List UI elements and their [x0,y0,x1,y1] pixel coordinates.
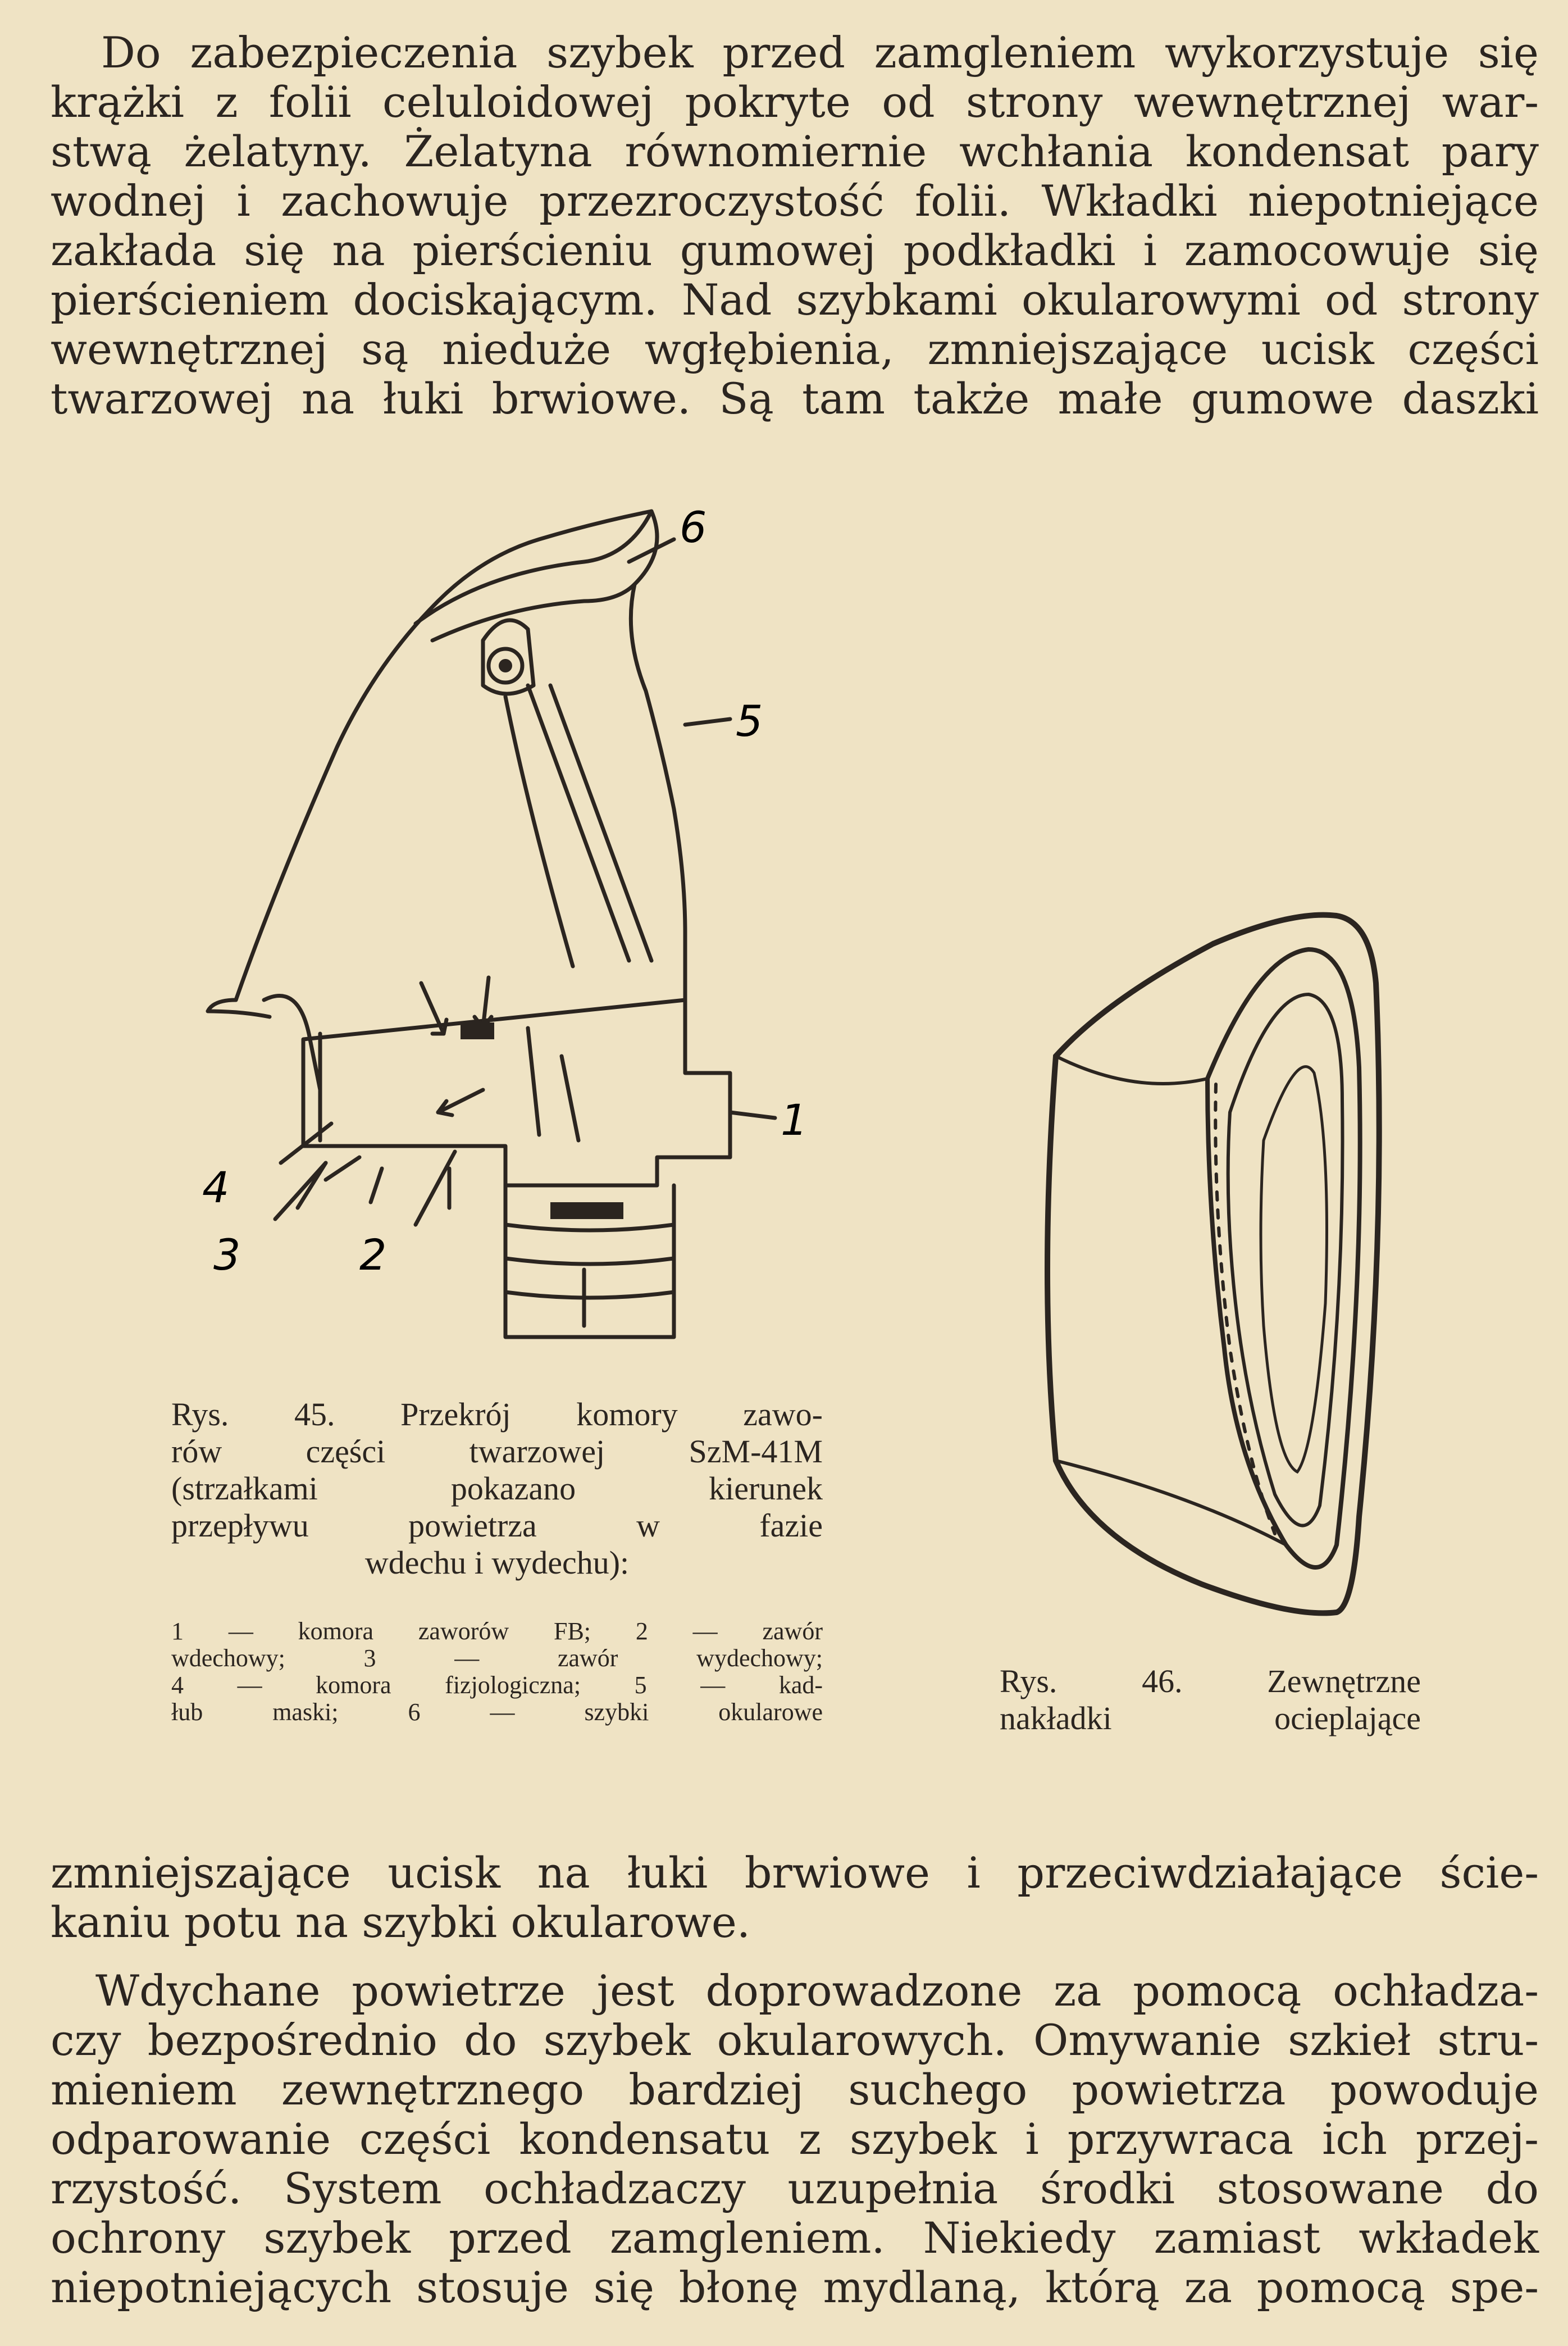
text-line: twarzowej na łuki brwiowe. Są tam także małe gumowe daszki [51,374,1539,424]
text-line: Wdychane powietrze jest doprowadzone za pomocą ochładza- [95,1966,1539,2016]
figure-45-caption [171,1396,823,1581]
paragraph-mid [51,1848,1539,1947]
text-line: niepotniejących stosuje się błonę mydlaną, którą za pomocą spe- [51,2262,1539,2312]
caption-line: (strzałkami pokazano kierunek [171,1470,823,1507]
paragraph-bottom [51,1966,1539,2312]
figure-46-ring-drawing [1022,899,1415,1629]
label-5: 5 [736,696,763,746]
text-line: zmniejszające ucisk na łuki brwiowe i przeciwdziałające ście- [51,1848,1539,1898]
text-line: ochrony szybek przed zamgleniem. Niekiedy zamiast wkładek [51,2213,1539,2263]
text-line: czy bezpośrednio do szybek okularowych. Omywanie szkieł stru- [51,2015,1539,2065]
text-line: stwą żelatyny. Żelatyna równomiernie wchłania kondensat pary [51,126,1539,176]
text-line: krążki z folii celuloidowej pokryte od strony wewnętrznej war- [51,77,1539,127]
text-line: rzystość. System ochładzaczy uzupełnia środki stosowane do [51,2163,1539,2213]
caption-line: Rys. 45. Przekrój komory zawo- [171,1396,823,1433]
caption-line: nakładki ocieplające [1000,1700,1421,1736]
text-line: odparowanie części kondensatu z szybek i przywraca ich przej- [51,2114,1539,2164]
paragraph-top [51,28,1539,424]
valve-chamber [303,1000,730,1185]
caption-line: rów części twarzowej SzM-41M [171,1433,823,1470]
caption-line: Rys. 46. Zewnętrzne [1000,1663,1421,1699]
label-4: 4 [202,1162,230,1212]
text-line: pierścieniem dociskającym. Nad szybkami okularowymi od strony [51,275,1539,325]
label-2: 2 [359,1230,387,1280]
label-6: 6 [680,502,707,552]
text-line: wodnej i zachowuje przezroczystość folii. Wkładki niepotniejące [51,176,1539,226]
text-line: mieniem zewnętrznego bardziej suchego powietrza powoduje [51,2065,1539,2115]
legend-line: wdechowy; 3 — zawór wydechowy; [171,1644,823,1672]
text-line: zakłada się na pierścieniu gumowej podkładki i zamocowuje się [51,225,1539,275]
legend-line: 1 — komora zaworów FB; 2 — zawór [171,1617,823,1645]
caption-line: przepływu powietrza w fazie [171,1507,823,1544]
text-line: wewnętrznej są nieduże wgłębienia, zmniejszające ucisk części [51,324,1539,374]
caption-line: wdechu i wydechu): [364,1544,630,1581]
figure-45-mask-drawing [191,494,865,1348]
legend-line: 4 — komora fizjologiczna; 5 — kad- [171,1671,823,1699]
text-line: Do zabezpieczenia szybek przed zamgleniem wykorzystuje się [101,28,1539,78]
text-line: kaniu potu na szybki okularowe. [51,1897,750,1947]
figure-46-caption [1000,1663,1421,1737]
label-1: 1 [781,1095,808,1145]
legend-line: łub maski; 6 — szybki okularowe [171,1698,823,1726]
figure-45-legend [171,1618,823,1726]
label-3: 3 [213,1230,241,1280]
